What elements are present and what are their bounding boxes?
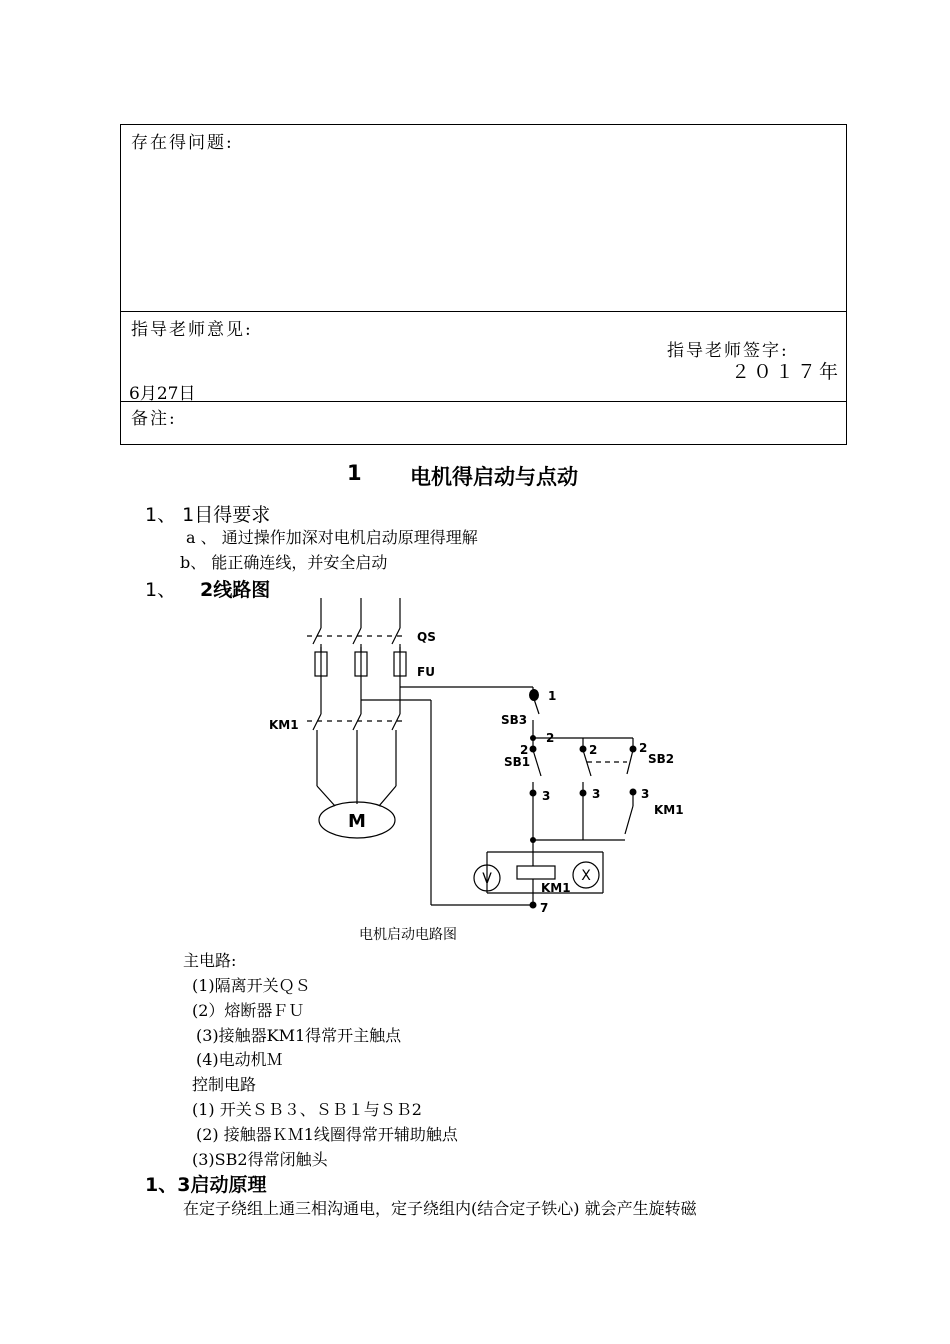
node-3: 3 xyxy=(542,789,551,803)
section-number: 1 xyxy=(347,461,362,485)
subsection-heading: 1、 1目得要求 xyxy=(145,504,271,526)
main-circuit-item: (1)隔离开关ＱＳ xyxy=(192,976,311,995)
report-table xyxy=(120,124,847,445)
main-circuit-item: (4)电动机Ｍ xyxy=(196,1050,283,1069)
subsection-heading: 2线路图 xyxy=(200,579,271,601)
main-circuit-item: (3)接触器KM1得常开主触点 xyxy=(196,1026,402,1045)
node-3: 3 xyxy=(592,787,601,801)
node-2: 2 xyxy=(520,743,529,757)
problems-label: 存在得问题: xyxy=(131,133,234,153)
label-sb2: SB2 xyxy=(648,752,675,766)
notes-label: 备注: xyxy=(131,409,177,429)
requirement-item: b、 能正确连线，并安全启动 xyxy=(180,553,388,572)
principle-text: 在定子绕组上通三相沟通电，定子绕组内(结合定子铁心) 就会产生旋转磁 xyxy=(183,1199,697,1218)
label-sb3: SB3 xyxy=(501,713,528,727)
node-2: 2 xyxy=(589,743,598,757)
sign-date: 6月27日 xyxy=(129,384,196,404)
motor-label: M xyxy=(348,811,366,832)
table-divider xyxy=(121,311,846,312)
advisor-sign-label: 指导老师签字: xyxy=(667,341,789,361)
label-km1-main: KM1 xyxy=(269,718,299,732)
requirement-item: a 、 通过操作加深对电机启动原理得理解 xyxy=(186,528,478,547)
circuit-diagram xyxy=(255,590,695,920)
main-circuit-item: (2）熔断器ＦＵ xyxy=(192,1001,305,1020)
table-divider xyxy=(121,401,846,402)
node-1: 1 xyxy=(548,689,557,703)
lamp-label: X xyxy=(581,868,591,884)
control-circuit-title: 控制电路 xyxy=(192,1075,257,1094)
label-qs: QS xyxy=(417,630,436,644)
label-fu: FU xyxy=(417,665,435,679)
label-km1-aux: KM1 xyxy=(654,803,684,817)
section-title: 电机得启动与点动 xyxy=(410,465,578,489)
subsection-heading: 1、3启动原理 xyxy=(145,1174,267,1196)
node-2: 2 xyxy=(546,731,555,745)
subsection-number: 1、 xyxy=(145,579,177,601)
node-2: 2 xyxy=(639,741,648,755)
control-circuit-item: (3)SB2得常闭触头 xyxy=(192,1150,328,1169)
control-circuit-item: (1) 开关ＳＢ３、ＳＢ１与ＳＢ2 xyxy=(192,1100,422,1119)
advisor-opinion-label: 指导老师意见: xyxy=(131,320,253,340)
node-7: 7 xyxy=(540,901,549,915)
main-circuit-title: 主电路: xyxy=(183,951,237,970)
label-km1-coil: KM1 xyxy=(541,881,571,895)
diagram-caption: 电机启动电路图 xyxy=(359,927,457,943)
control-circuit-item: (2) 接触器ＫＭ1线圈得常开辅助触点 xyxy=(196,1125,458,1144)
voltmeter-label: V xyxy=(482,871,492,887)
sign-year: ２０１７年 xyxy=(731,361,842,383)
label-sb1: SB1 xyxy=(504,755,531,769)
node-3: 3 xyxy=(641,787,650,801)
